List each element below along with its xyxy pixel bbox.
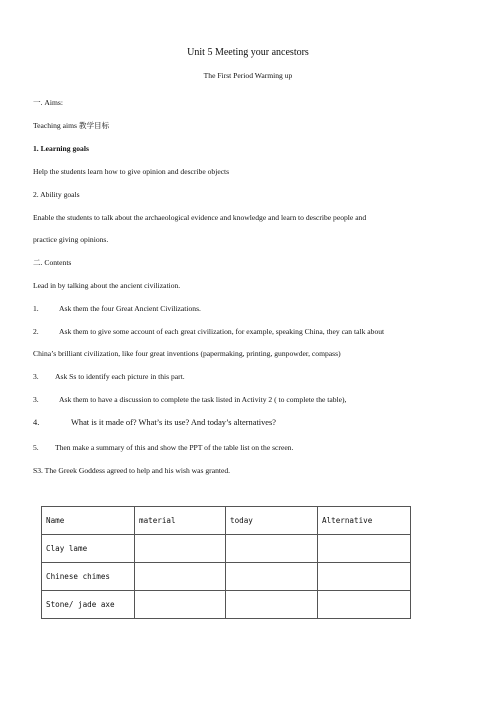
table-header-cell: Name (42, 507, 135, 535)
materials-table (41, 506, 411, 619)
list-item-text: China’s brilliant civilization, like four great inventions (papermaking, printing, gunpowder, compass) (33, 349, 341, 358)
table-row (42, 535, 411, 563)
list-item-text: Ask them to give some account of each great civilization, for example, speaking China, they can talk about (59, 327, 385, 336)
s3-text: S3. The Greek Goddess agreed to help and his wish was granted. (33, 466, 231, 475)
list-item-text: Ask them the four Great Ancient Civilizations. (59, 304, 201, 313)
table-cell (135, 563, 226, 591)
table-cell: Stone/ jade axe (42, 591, 135, 619)
ability-goals-text-line1: Enable the students to talk about the archaeological evidence and knowledge and learn to describe people and (33, 213, 367, 222)
list-item-text: Ask them to have a discussion to complete the task listed in Activity 2 ( to complete the table), (59, 395, 347, 404)
list-item-number: 4. (33, 418, 40, 427)
section-aims-heading: 一. Aims: (33, 98, 63, 107)
teaching-aims-label: Teaching aims 教学目标 (33, 121, 110, 130)
list-item (33, 372, 185, 382)
list-item-number: 5. (33, 443, 39, 452)
table-header-cell: material (135, 507, 226, 535)
list-item-text: What is it made of? What’s its use? And today’s alternatives? (71, 418, 276, 427)
period-subtitle: The First Period Warming up (203, 71, 293, 80)
table-cell (318, 563, 411, 591)
section-contents-heading: 二. Contents (33, 258, 72, 267)
table-cell: Chinese chimes (42, 563, 135, 591)
table-row (42, 563, 411, 591)
learning-goals-text: Help the students learn how to give opinion and describe objects (33, 167, 230, 176)
table-cell (226, 563, 318, 591)
table-cell (318, 535, 411, 563)
list-item-number: 1. (33, 304, 39, 313)
document-title: Unit 5 Meeting your ancestors (187, 47, 309, 58)
table-cell (318, 591, 411, 619)
table-cell (226, 591, 318, 619)
list-item-number: 3. (33, 395, 39, 404)
list-item (33, 395, 346, 405)
table-cell: Clay lame (42, 535, 135, 563)
table-header-row (42, 507, 411, 535)
table-header-cell: today (226, 507, 318, 535)
list-item (33, 418, 276, 428)
table-cell (135, 535, 226, 563)
list-item-text: Then make a summary of this and show the PPT of the table list on the screen. (55, 443, 294, 452)
list-item (33, 327, 384, 337)
ability-goals-heading: 2. Ability goals (33, 190, 80, 199)
ability-goals-text-line2: practice giving opinions. (33, 235, 109, 244)
table-row (42, 591, 411, 619)
list-item-number: 3. (33, 372, 39, 381)
learning-goals-heading: 1. Learning goals (33, 144, 89, 153)
list-item-continuation (33, 349, 341, 359)
list-item (33, 443, 293, 453)
table-cell (135, 591, 226, 619)
lead-in-text: Lead in by talking about the ancient civilization. (33, 281, 181, 290)
list-item-number: 2. (33, 327, 39, 336)
table-cell (226, 535, 318, 563)
table-header-cell: Alternative (318, 507, 411, 535)
list-item-text: Ask Ss to identify each picture in this part. (55, 372, 185, 381)
list-item (33, 304, 201, 314)
